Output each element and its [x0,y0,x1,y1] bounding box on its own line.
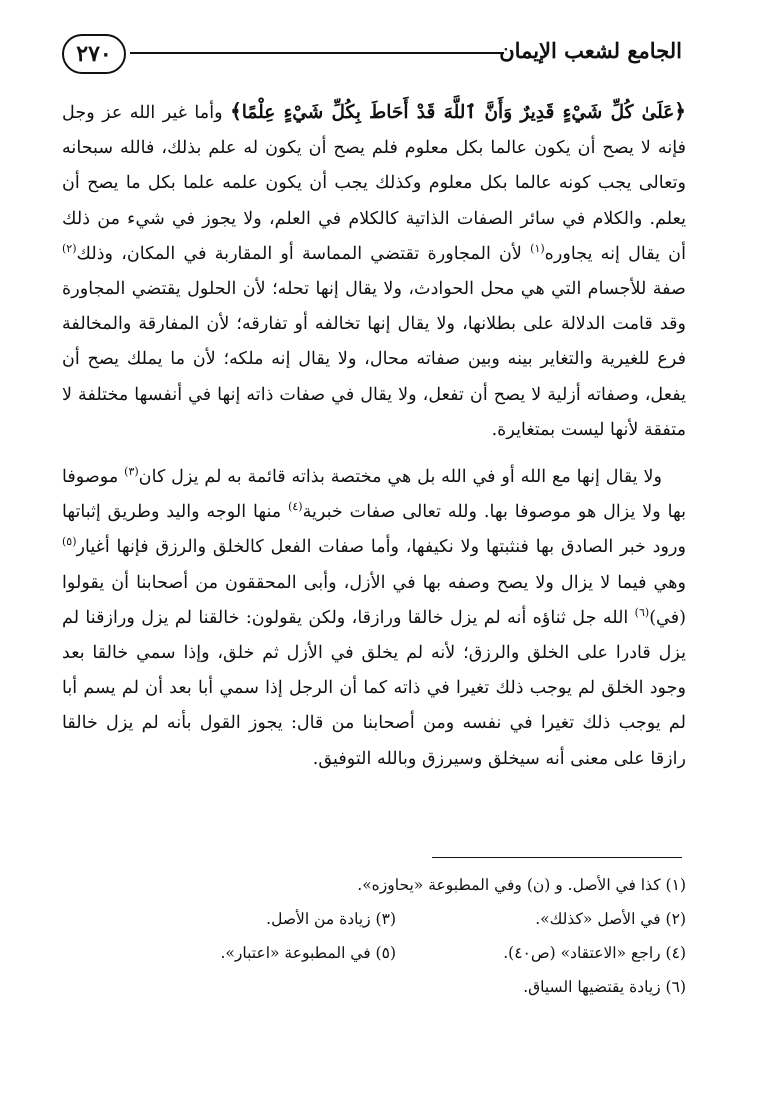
paragraph-1 [62,94,686,448]
footnote-2: (٢) في الأصل «كذلك». [535,910,686,928]
running-title: الجامع لشعب الإيمان [499,38,682,63]
footnote-ref: (٥) [62,535,77,549]
verse-close-bracket: ﴾ [230,99,242,123]
footnote-6: (٦) زيادة يقتضيها السياق. [523,978,686,996]
footnote-ref: (١) [530,241,545,255]
paragraph-text: وأما غير الله عز وجل فإنه لا يصح أن يكون عالما بكل معلوم فلم يصح أن يكون له علم بذلك، فالله سبحانه وتعالى يجب كونه عالما بكل معلوم وكذلك يجب أن يكون علمه علما بكل ما يصح أن يعلم. والكلام في سائر الصفات الذاتية كالكلام في العلم، ولا يجوز في شيء من ذلك أن يقال إنه يجاوره [62,103,686,264]
verse-open-bracket: ﴿ [674,99,686,123]
paragraph-text: صفة للأجسام التي هي محل الحوادث، ولا يقال إنها تحله؛ لأن الحلول يقتضي المجاورة وقد قامت الدلالة على بطلانها، ولا يقال إنها تخالفه أو تفارقه؛ لأن المفارقة والمخالفة فرع للغيرية والتغاير بينه وبين صفاته محال، ولا يقال إنه ملكه؛ لأن ما يملك يصح أن يفعل، وصفاته أزلية لا يصح أن تفعل، ولا يقال في صفات ذاته إنها في أنفسها مختلفة لا متفقة لأنها ليست بمتغايرة. [62,279,686,440]
footnote-ref: (٤) [288,500,303,514]
footnote-row [62,936,686,970]
paragraph-text: الله جل ثناؤه أنه لم يزل خالقا ورازقا، ولكن يقولون: خالقنا لم يزل ورازقنا لم يزل قادرا على الخلق والرزق؛ لأنه لم يخلق في الأزل ثم خلق، وإذا سمي خالقا بعد وجود الخلق لم يوجب ذلك تغيرا في ذاته كما أن الرجل إذا سمي أبا بعد أن لم يسم أبا لم يوجب ذلك تغيرا في نفسه ومن أصحابنا من قال: يجوز القول بأنه لم يزل خالقا رازقا على معنى أنه سيخلق وسيرزق وبالله التوفيق. [62,607,686,769]
footnote-row [62,970,686,1004]
footnote-3: (٣) زيادة من الأصل. [266,910,396,928]
paragraph-text: ولا يقال إنها مع الله أو في الله بل هي مختصة بذاته قائمة به لم يزل كان [138,467,662,488]
main-text [62,94,686,777]
page-header [62,34,682,78]
paragraph-text: وهي فيما لا يزال ولا يصح وصفه بها في الأزل، وأبى المحققون من أصحابنا أن يقولوا (في) [62,572,686,628]
paragraph-text: منها الوجه واليد وطريق إثباتها ورود خبر الصادق بها فنثبتها ولا نكيفها، وأما صفات الفعل كالخلق والرزق فإنها أغيار [62,502,686,558]
paragraph-2 [62,460,686,777]
footnote-ref: (٢) [62,241,77,255]
footnote-4: (٤) راجع «الاعتقاد» (ص٤٠). [503,944,686,962]
footnote-5: (٥) في المطبوعة «اعتبار». [220,944,396,962]
header-rule [130,52,504,54]
quran-verse [230,99,686,123]
paragraph-text: موصوفا بها ولا يزال هو موصوفا بها. ولله تعالى صفات خبرية [62,467,687,523]
verse-text: عَلَىٰ كُلِّ شَيْءٍ قَدِيرٌ وَأَنَّ ٱللَّهَ قَدْ أَحَاطَ بِكُلِّ شَيْءٍ عِلْمًا [241,102,675,123]
footnote-separator [432,857,682,858]
footnote-1: (١) كذا في الأصل. و (ن) وفي المطبوعة «يحاوزه». [357,876,686,894]
footnote-ref: (٦) [634,605,650,619]
page-number: ٢٧٠ [62,34,126,74]
footnote-row [62,868,686,902]
paragraph-text: لأن المجاورة تقتضي المماسة أو المقاربة في المكان، وذلك [76,243,522,264]
footnotes [62,868,686,1004]
footnote-ref: (٣) [124,465,139,479]
footnote-row [62,902,686,936]
